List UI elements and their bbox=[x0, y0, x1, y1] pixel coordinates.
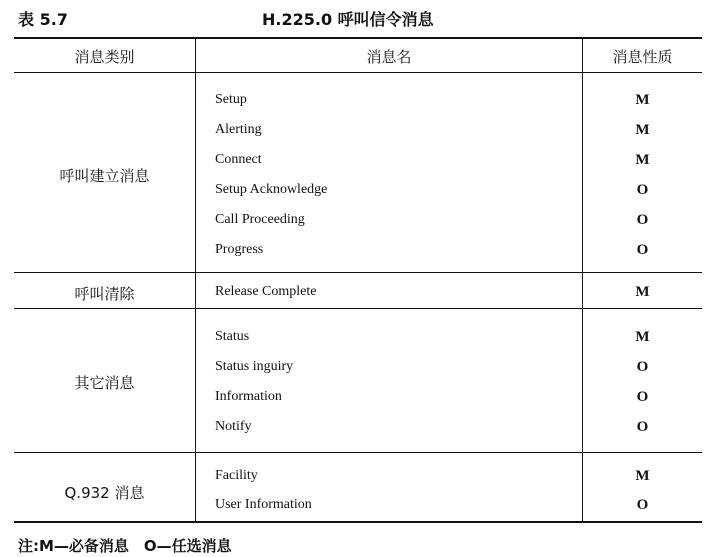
table-title: H.225.0 呼叫信令消息 bbox=[262, 10, 434, 29]
message-nature: M bbox=[635, 284, 650, 300]
category-q932-messages: Q.932 消息 bbox=[64, 484, 145, 502]
message-nature: O bbox=[636, 359, 649, 375]
group-divider-1 bbox=[14, 272, 702, 273]
message-nature: M bbox=[635, 92, 650, 108]
table-bottom-rule bbox=[14, 521, 702, 523]
message-name: Progress bbox=[215, 242, 264, 257]
category-call-setup: 呼叫建立消息 bbox=[59, 167, 150, 185]
message-name: Facility bbox=[215, 468, 258, 483]
message-nature: O bbox=[636, 389, 649, 405]
message-name: Release Complete bbox=[215, 284, 317, 299]
message-nature: M bbox=[635, 122, 650, 138]
group-divider-3 bbox=[14, 452, 702, 453]
message-name: Setup bbox=[215, 92, 247, 107]
header-message-nature: 消息性质 bbox=[612, 48, 673, 66]
column-divider-2 bbox=[582, 38, 583, 522]
message-nature: O bbox=[636, 419, 649, 435]
message-nature: O bbox=[636, 182, 649, 198]
header-message-name: 消息名 bbox=[366, 48, 412, 66]
message-name: Alerting bbox=[215, 122, 262, 137]
header-category: 消息类别 bbox=[74, 48, 135, 66]
message-name: Notify bbox=[215, 419, 252, 434]
message-name: Setup Acknowledge bbox=[215, 182, 328, 197]
message-nature: O bbox=[636, 497, 649, 513]
message-nature: O bbox=[636, 242, 649, 258]
message-name: Information bbox=[215, 389, 282, 404]
message-name: Call Proceeding bbox=[215, 212, 305, 227]
column-divider-1 bbox=[195, 38, 196, 522]
message-name: Connect bbox=[215, 152, 262, 167]
message-nature: M bbox=[635, 468, 650, 484]
table-top-rule bbox=[14, 37, 702, 39]
message-nature: O bbox=[636, 212, 649, 228]
message-name: Status inguiry bbox=[215, 359, 294, 374]
message-nature: M bbox=[635, 329, 650, 345]
message-name: User Information bbox=[215, 497, 312, 512]
header-bottom-rule bbox=[14, 72, 702, 73]
table-number: 表 5.7 bbox=[18, 10, 68, 29]
group-divider-2 bbox=[14, 308, 702, 309]
message-name: Status bbox=[215, 329, 250, 344]
category-other-messages: 其它消息 bbox=[74, 374, 135, 392]
message-nature: M bbox=[635, 152, 650, 168]
table-footnote: 注:M—必备消息 O—任选消息 bbox=[18, 537, 232, 555]
category-call-clearing: 呼叫清除 bbox=[74, 285, 135, 303]
